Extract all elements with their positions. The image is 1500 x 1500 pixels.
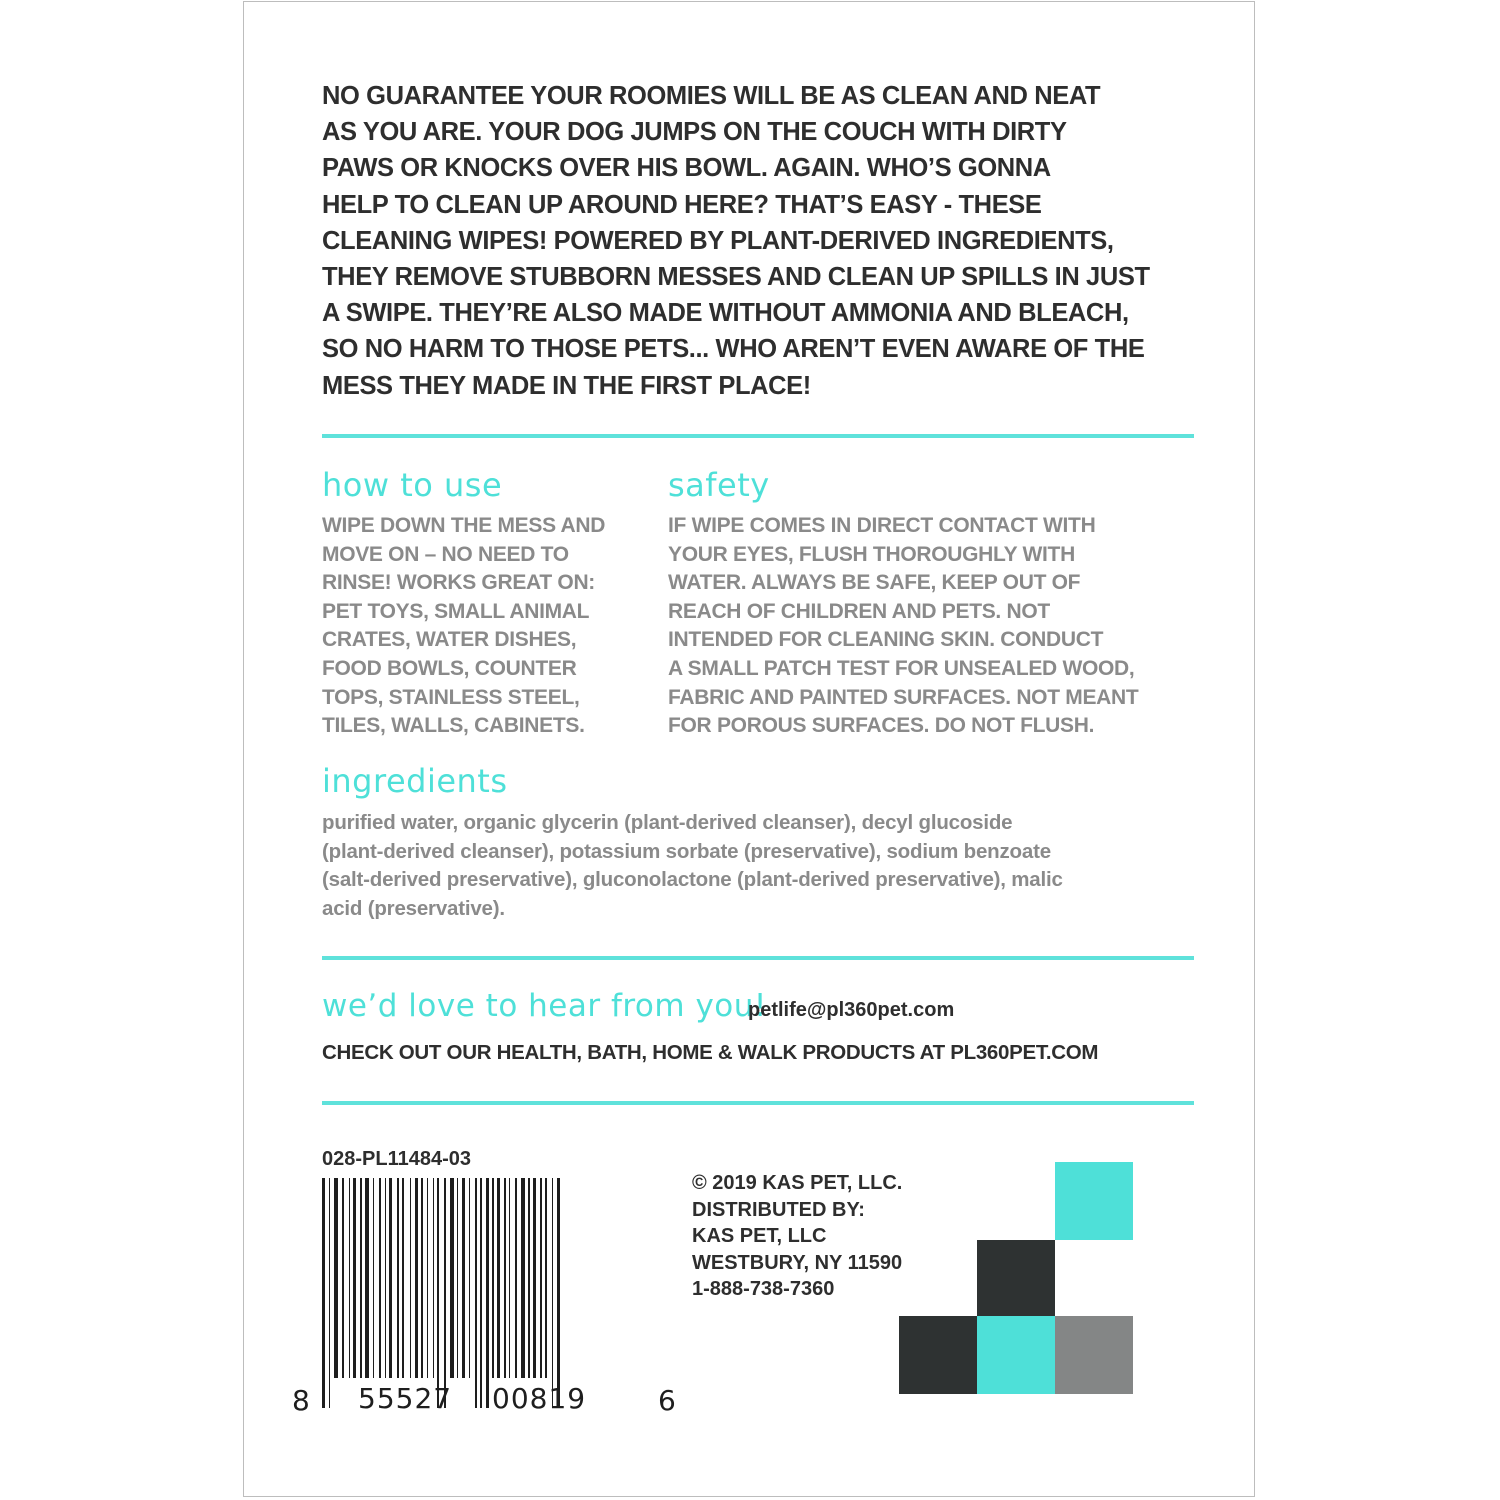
barcode-bar xyxy=(515,1178,517,1378)
logo-square-grey-bottom-right xyxy=(1055,1316,1133,1394)
barcode-bar xyxy=(415,1178,418,1378)
barcode-bar xyxy=(540,1178,542,1378)
barcode-bar xyxy=(379,1178,381,1378)
ingredients-heading: ingredients xyxy=(322,762,508,800)
barcode-last-digit: 6 xyxy=(658,1384,676,1417)
divider-middle xyxy=(322,956,1194,960)
barcode-bar xyxy=(365,1178,369,1378)
barcode-bar xyxy=(533,1178,536,1378)
barcode-bar xyxy=(397,1178,399,1378)
how-to-use-text: WIPE DOWN THE MESS AND MOVE ON – NO NEED TO RINSE! WORKS GREAT ON: PET TOYS, SMALL ANIMAL CRATES, WATER DISHES, FOOD BOWLS, COUNTER TOPS, STAINLESS STEEL, TILES, WALLS, CABINETS. xyxy=(322,514,606,738)
barcode-bar xyxy=(552,1178,553,1408)
barcode-bar xyxy=(557,1178,560,1408)
barcode xyxy=(322,1178,647,1408)
barcode-bar xyxy=(475,1178,477,1408)
barcode-bar xyxy=(450,1178,454,1378)
barcode-bar xyxy=(469,1178,470,1378)
barcode-bar xyxy=(486,1178,489,1408)
barcode-first-digit: 8 xyxy=(292,1384,310,1417)
barcode-bar xyxy=(433,1178,434,1378)
barcode-bar xyxy=(480,1178,482,1408)
distributor-block xyxy=(692,1170,902,1303)
barcode-bar xyxy=(457,1178,458,1378)
barcode-bar xyxy=(427,1178,428,1378)
barcode-bar xyxy=(322,1178,325,1408)
divider-bottom xyxy=(322,1101,1194,1105)
intro-paragraph: NO GUARANTEE YOUR ROOMIES WILL BE AS CLEAN AND NEAT AS YOU ARE. YOUR DOG JUMPS ON THE COUCH WITH DIRTY PAWS OR KNOCKS OVER HIS BOWL. AGAIN. WHO’S GONNA HELP TO CLEAN UP AROUND HERE? THAT’S EASY - THESE CLEANING WIPES! POWERED BY PLANT-DERIVED INGREDIENTS, THEY REMOVE STUBBORN MESSES AND CLEAN UP SPILLS IN JUST A SWIPE. THEY’RE ALSO MADE WITHOUT AMMONIA AND BLEACH, SO NO HARM TO THOSE PETS... WHO AREN’T EVEN AWARE OF THE MESS THEY MADE IN THE FIRST PLACE! xyxy=(322,82,1150,400)
how-to-use-heading: how to use xyxy=(322,466,503,504)
barcode-bar xyxy=(497,1178,500,1378)
contact-email[interactable]: petlife@pl360pet.com xyxy=(748,999,955,1021)
barcode-bar xyxy=(462,1178,465,1378)
barcode-bar xyxy=(509,1178,510,1378)
safety-heading: safety xyxy=(668,466,770,504)
safety-text: IF WIPE COMES IN DIRECT CONTACT WITH YOUR EYES, FLUSH THOROUGHLY WITH WATER. ALWAYS BE SAFE, KEEP OUT OF REACH OF CHILDREN AND PETS. NOT INTENDED FOR CLEANING SKIN. CONDUCT A SMALL PATCH TEST FOR UNSEALED WOOD, FABRIC AND PAINTED SURFACES. NOT MEANT FOR POROUS SURFACES. DO NOT FLUSH. xyxy=(668,514,1139,738)
products-line: CHECK OUT OUR HEALTH, BATH, HOME & WALK PRODUCTS AT PL360PET.COM xyxy=(322,1041,1099,1064)
barcode-bar xyxy=(528,1178,530,1378)
barcode-bar xyxy=(402,1178,404,1378)
barcode-bar xyxy=(504,1178,506,1378)
barcode-bar xyxy=(373,1178,374,1378)
barcode-left-digits: 55527 xyxy=(358,1382,453,1415)
barcode-bar xyxy=(437,1178,439,1408)
logo-square-teal-bottom xyxy=(977,1316,1055,1394)
barcode-bar xyxy=(421,1178,423,1378)
barcode-bar xyxy=(349,1178,350,1378)
distributor-phone[interactable]: 1-888-738-7360 xyxy=(692,1278,835,1301)
logo-square-dark-middle xyxy=(977,1240,1055,1318)
barcode-bar xyxy=(545,1178,547,1378)
logo-square-teal-top xyxy=(1055,1162,1133,1240)
barcode-bar xyxy=(334,1178,338,1378)
barcode-bar xyxy=(444,1178,446,1408)
distributor-address: WESTBURY, NY 11590 xyxy=(692,1251,903,1274)
barcode-bar xyxy=(329,1178,330,1408)
logo-square-dark-bottom-left xyxy=(899,1316,977,1394)
barcode-bar xyxy=(360,1178,362,1378)
barcode-bar xyxy=(389,1178,392,1378)
contact-heading: we’d love to hear from you! xyxy=(322,988,767,1024)
barcode-bar xyxy=(342,1178,344,1378)
copyright: © 2019 KAS PET, LLC. xyxy=(692,1172,903,1194)
barcode-bar xyxy=(410,1178,411,1378)
divider-top xyxy=(322,434,1194,438)
barcode-bar xyxy=(353,1178,356,1378)
product-code: 028-PL11484-03 xyxy=(322,1148,472,1170)
distributed-by: DISTRIBUTED BY: xyxy=(692,1198,865,1221)
barcode-bar xyxy=(492,1178,494,1378)
ingredients-text: purified water, organic glycerin (plant-derived cleanser), decyl glucoside (plant-derived cleanser), potassium sorbate (preservative), sodium benzoate (salt-derived preservative), gluconolactone (plant-derived preservative), malic acid (preservative). xyxy=(322,811,1063,920)
barcode-bar xyxy=(385,1178,386,1378)
distributor-name: KAS PET, LLC xyxy=(692,1225,827,1248)
barcode-bar xyxy=(521,1178,525,1378)
barcode-right-digits: 00819 xyxy=(492,1382,587,1415)
